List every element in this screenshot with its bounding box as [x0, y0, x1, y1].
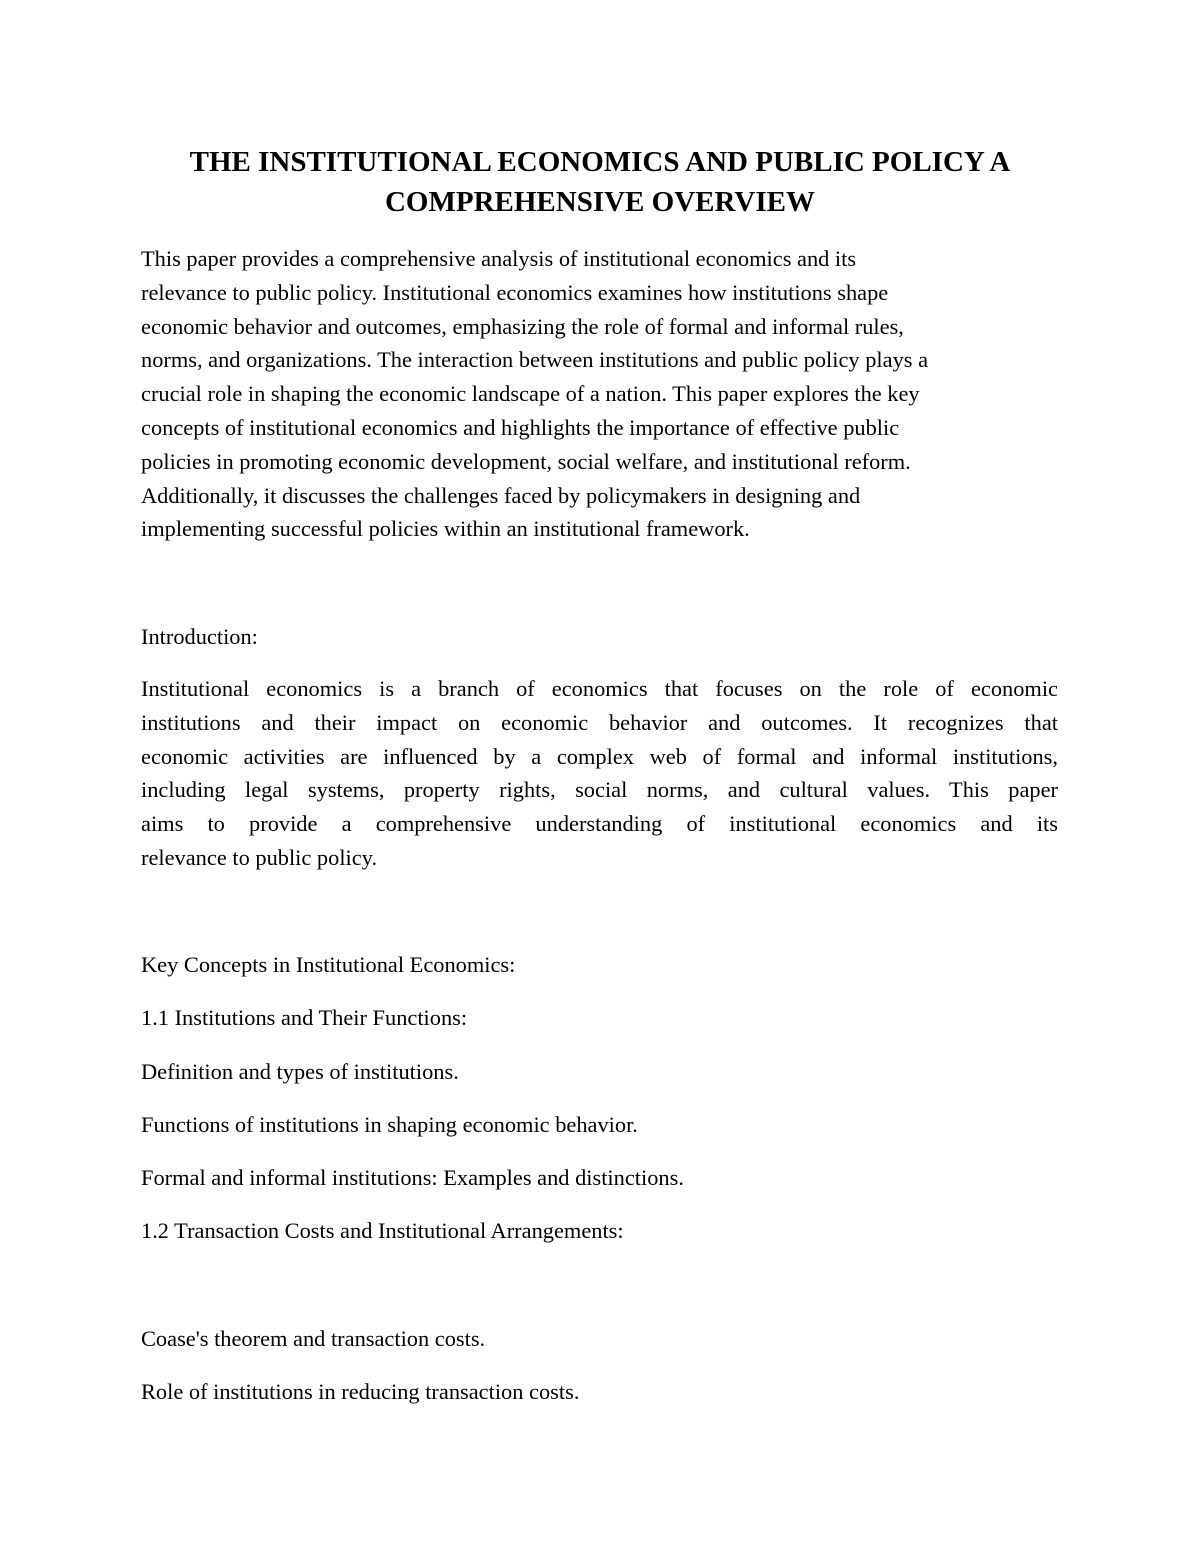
section-1-2-item: Coase's theorem and transaction costs. — [141, 1326, 486, 1351]
introduction-line: relevance to public policy. — [141, 844, 378, 870]
section-1-1-item: Definition and types of institutions. — [141, 1059, 459, 1084]
abstract-line: This paper provides a comprehensive analysis of institutional economics and its — [141, 246, 857, 271]
title-line-1: THE INSTITUTIONAL ECONOMICS AND PUBLIC POLICY A — [189, 146, 1011, 178]
key-concepts-heading: Key Concepts in Institutional Economics: — [141, 952, 516, 977]
abstract-line: relevance to public policy. Institutional economics examines how institutions shape — [141, 279, 889, 305]
section-1-1-item: Formal and informal institutions: Examples and distinctions. — [141, 1165, 684, 1190]
abstract-paragraph — [141, 242, 1058, 546]
introduction-heading: Introduction: — [141, 624, 258, 649]
introduction-paragraph — [141, 672, 1058, 875]
section-1-2-item: Role of institutions in reducing transaction costs. — [141, 1379, 580, 1404]
abstract-line: implementing successful policies within an institutional framework. — [141, 516, 750, 542]
abstract-line: economic behavior and outcomes, emphasizing the role of formal and informal rules, — [141, 313, 904, 339]
introduction-line: aims to provide a comprehensive understanding of institutional economics and its — [141, 811, 1058, 837]
abstract-line: concepts of institutional economics and highlights the importance of effective public — [141, 414, 900, 440]
document-title — [120, 142, 1080, 222]
abstract-line: norms, and organizations. The interaction between institutions and public policy plays a — [141, 347, 929, 373]
abstract-line: crucial role in shaping the economic landscape of a nation. This paper explores the key — [141, 381, 920, 407]
section-1-2-heading: 1.2 Transaction Costs and Institutional Arrangements: — [141, 1218, 624, 1243]
introduction-line: economic activities are influenced by a complex web of formal and informal institutions, — [141, 743, 1058, 769]
abstract-line: Additionally, it discusses the challenges faced by policymakers in designing and — [141, 482, 861, 508]
abstract-line: policies in promoting economic development, social welfare, and institutional reform. — [141, 448, 911, 474]
introduction-line: including legal systems, property rights, social norms, and cultural values. This paper — [141, 777, 1058, 803]
section-1-1-item: Functions of institutions in shaping economic behavior. — [141, 1112, 638, 1137]
introduction-line: Institutional economics is a branch of economics that focuses on the role of economic — [141, 676, 1058, 701]
introduction-line: institutions and their impact on economic behavior and outcomes. It recognizes that — [141, 709, 1058, 735]
section-1-1-heading: 1.1 Institutions and Their Functions: — [141, 1005, 468, 1030]
title-line-2: COMPREHENSIVE OVERVIEW — [384, 186, 815, 218]
